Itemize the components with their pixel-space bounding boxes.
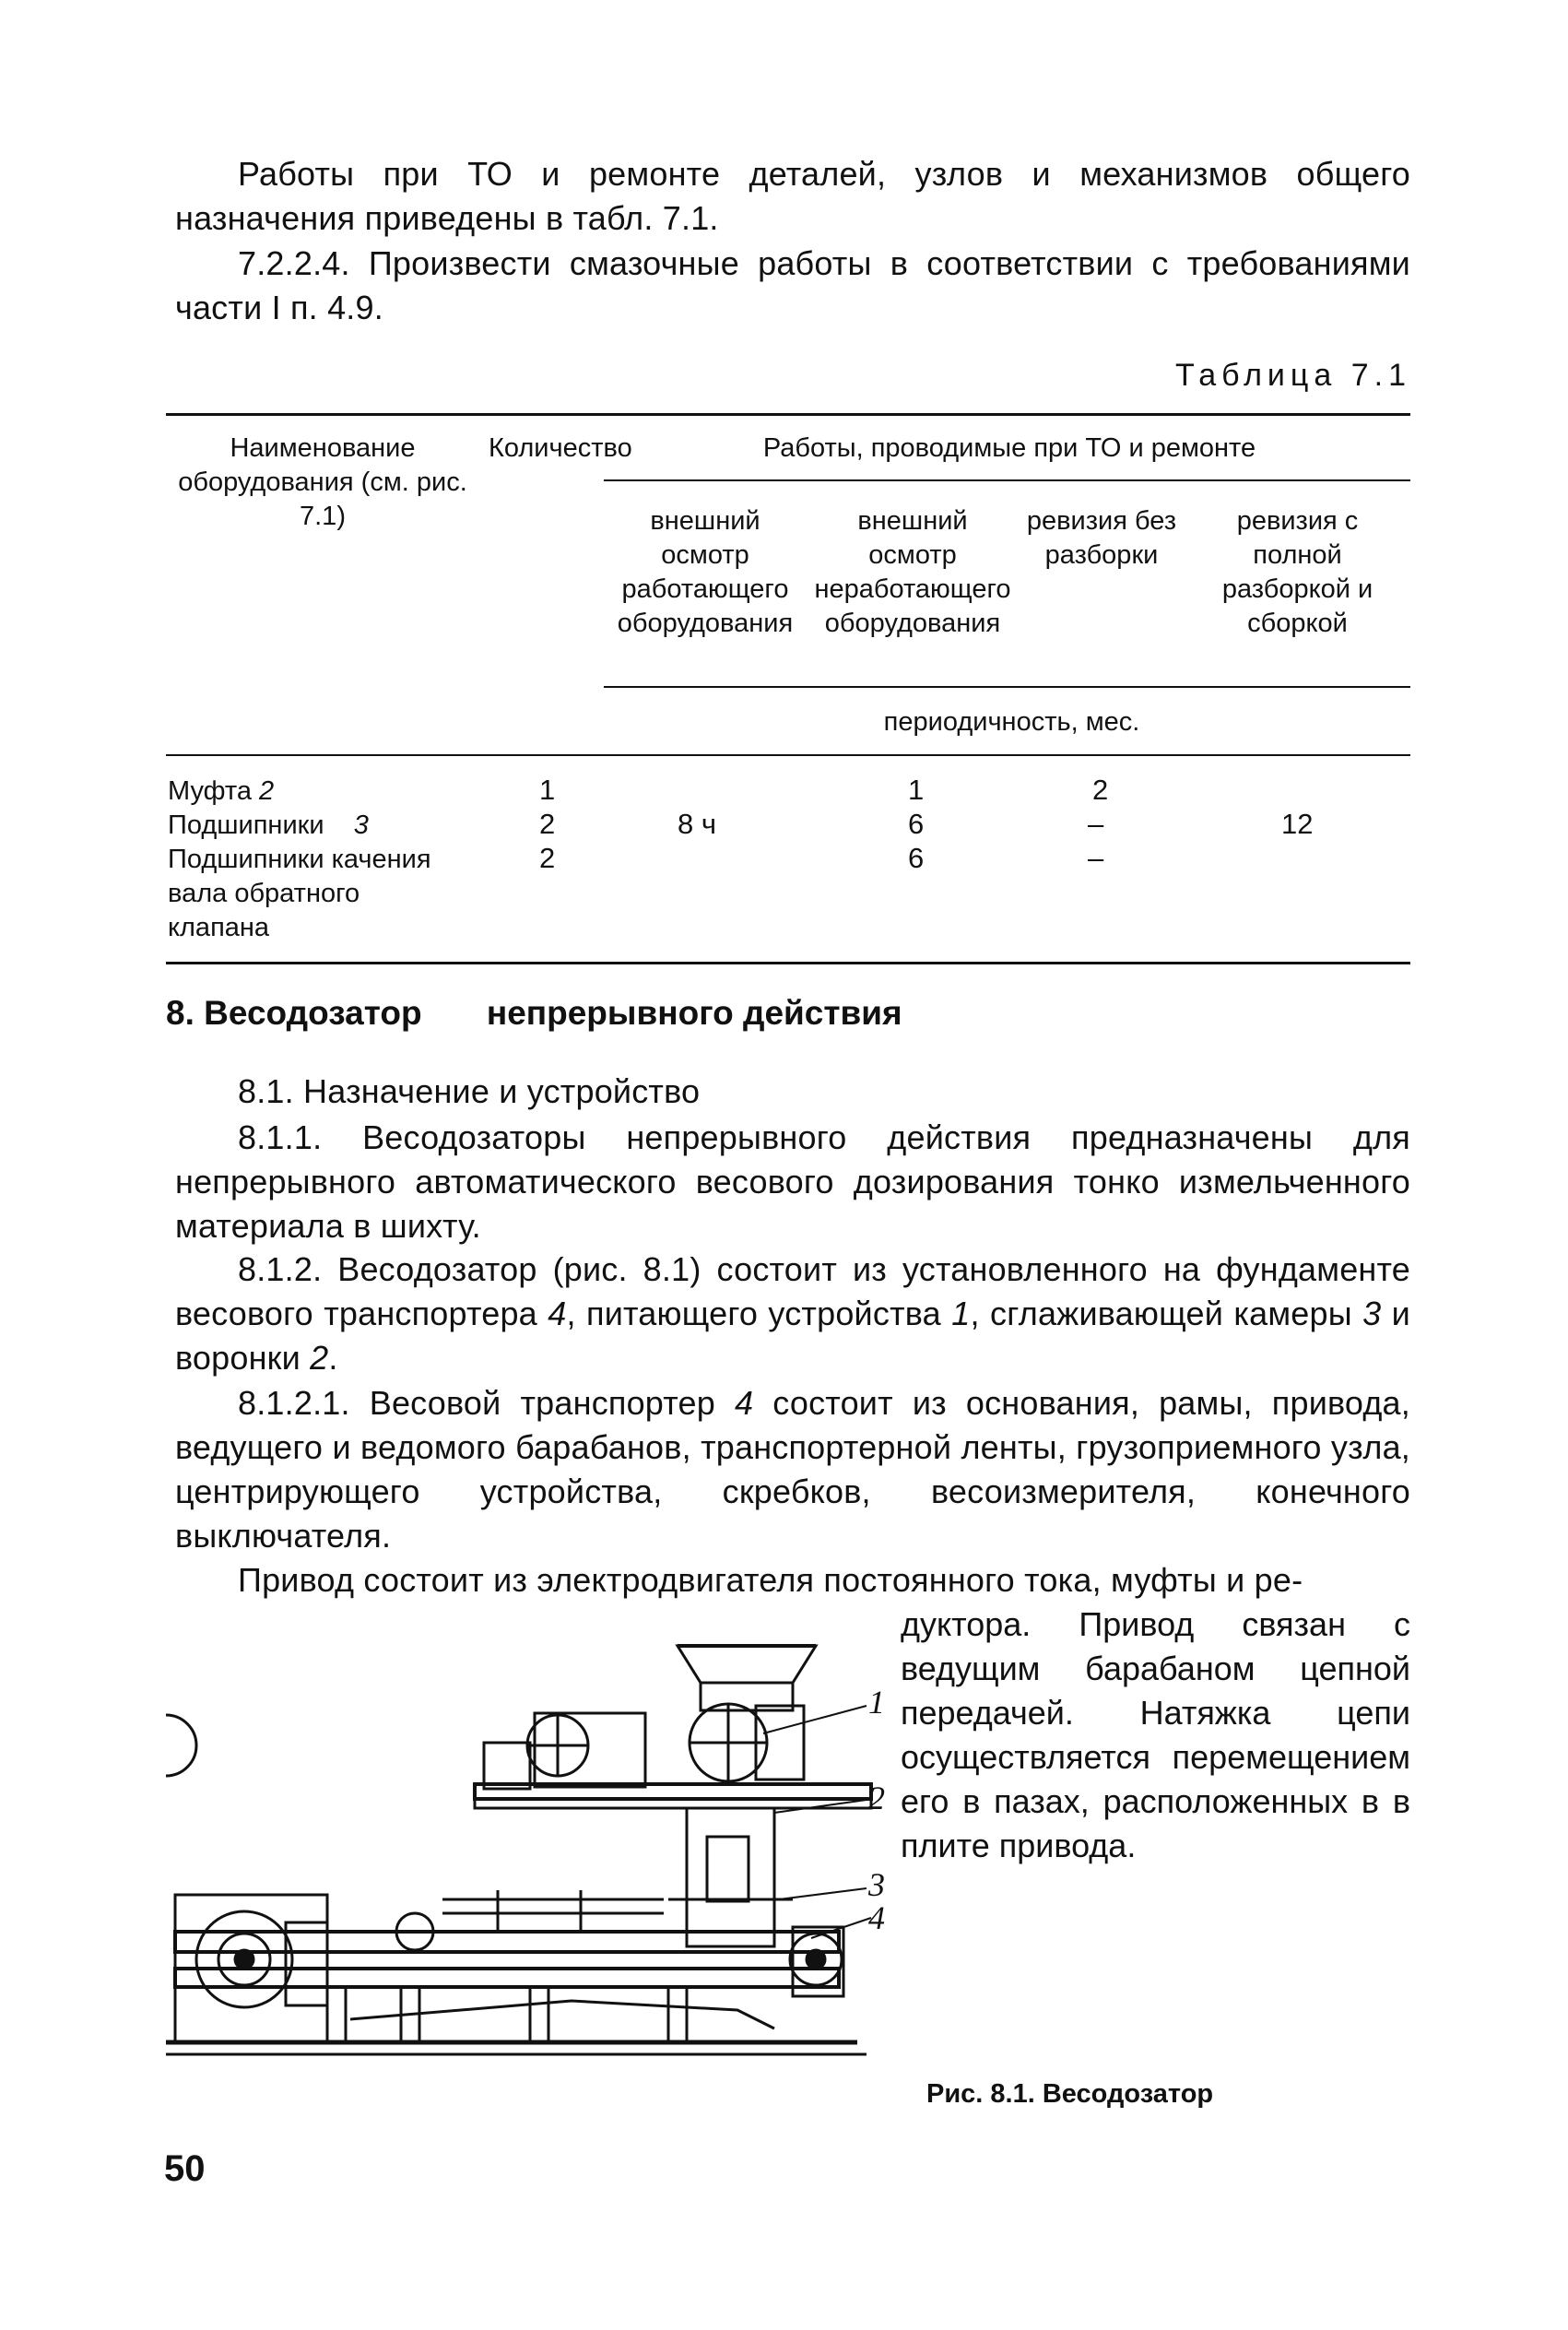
row-c2: 6: [908, 808, 925, 840]
drive-paragraph-first-line: Привод состоит из электродвигателя постоянного тока, муфты и ре-: [238, 1561, 1303, 1599]
header-bottom-rule: [166, 754, 1410, 756]
figure-label-3: 3: [868, 1866, 885, 1903]
page-number: 50: [164, 2148, 206, 2189]
section-heading-number: 8. Весодозатор: [166, 994, 422, 1032]
row-c1: 8 ч: [678, 808, 717, 840]
subheader-idle-inspection: внешний осмотр неработающего оборудования: [814, 506, 1011, 638]
figure-caption: Рис. 8.1. Весодозатор: [926, 2079, 1214, 2109]
row-c4: 12: [1281, 808, 1314, 840]
figure-label-2: 2: [868, 1780, 885, 1816]
row-c3: 2: [1092, 774, 1109, 806]
subheader-revision-full: ревизия с полной разборкой и сборкой: [1221, 506, 1373, 638]
header-quantity: Количество: [489, 433, 632, 463]
row-name: Муфта: [168, 776, 252, 806]
row-name: Подшипники качения вала обратного клапана: [168, 845, 431, 942]
subheader-rule: [604, 686, 1410, 688]
section-heading: [166, 994, 902, 1033]
row-ref: 3: [353, 810, 369, 840]
table-row: [168, 775, 472, 809]
row-c3: –: [1088, 842, 1104, 874]
motor-circle: [166, 1715, 196, 1776]
lubrication-paragraph: 7.2.2.4. Произвести смазочные работы в соответствии с требованиями части I п. 4.9.: [175, 244, 1410, 326]
figure-label-1: 1: [868, 1684, 885, 1721]
header-works: Работы, проводимые при ТО и ремонте: [762, 433, 1256, 463]
weigh-feeder-drawing: [166, 1595, 885, 2111]
row-c2: 6: [908, 842, 925, 874]
table-row: [168, 843, 444, 945]
header-periodicity: периодичность, мес.: [883, 707, 1140, 737]
row-qty: 1: [539, 774, 556, 806]
drive-paragraph-continued: дуктора. Привод связан с ведущим барабаном цепной передачей. Натяжка цепи осуществляется перемещением его в пазах, расположенных в в плите привода.: [901, 1605, 1410, 1864]
row-c3: –: [1088, 808, 1104, 840]
paragraph-8-1-1: 8.1.1. Весодозаторы непрерывного действия предназначены для непрерывного автоматического весового дозирования тонко измельченного материала в шихту.: [175, 1118, 1410, 1245]
row-qty: 2: [539, 808, 556, 840]
row-qty: 2: [539, 842, 556, 874]
works-header-rule: [604, 479, 1410, 481]
intro-paragraph: Работы при ТО и ремонте деталей, узлов и механизмов общего назначения приведены в табл. 7.1.: [175, 155, 1410, 237]
paragraph-8-1-2: 8.1.2. Весодозатор (рис. 8.1) состоит из установленного на фундаменте весового транспортера 4, питающего устройства 1, сглаживающей камеры 3 и воронки 2.: [175, 1250, 1410, 1377]
subsection-title: 8.1. Назначение и устройство: [238, 1072, 701, 1110]
subheader-revision-no-disassembly: ревизия без разборки: [1026, 506, 1177, 570]
row-c2: 1: [908, 774, 925, 806]
paragraph-8-1-2-1: 8.1.2.1. Весовой транспортер 4 состоит из основания, рамы, привода, ведущего и ведомого барабанов, транспортерной ленты, грузоприемного узла, центрирующего устройства, скребков, весоизмерителя, конечного выключателя.: [175, 1384, 1410, 1555]
row-ref: 2: [259, 776, 275, 806]
header-equipment-name: Наименование оборудования (см. рис. 7.1): [178, 433, 467, 531]
table-bottom-rule: [166, 962, 1410, 964]
table-top-rule: [166, 413, 1410, 416]
table-row: [168, 809, 472, 843]
subheader-running-inspection: внешний осмотр работающего оборудования: [617, 506, 794, 638]
figure-label-4: 4: [868, 1899, 885, 1936]
row-name: Подшипники: [168, 810, 324, 840]
section-heading-rest: непрерывного действия: [486, 994, 902, 1032]
table-caption: Таблица 7.1: [1174, 358, 1411, 393]
